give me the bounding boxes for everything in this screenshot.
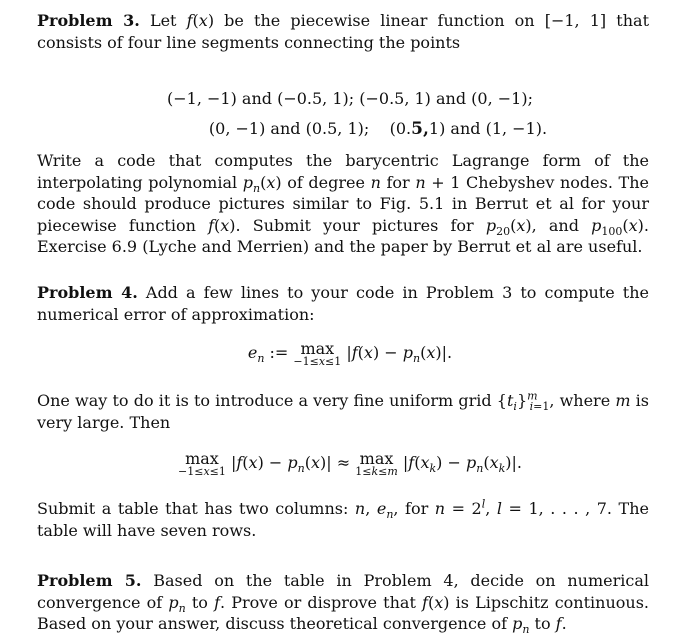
formula-en: $e_n$ := max −1≤x≤1 $|f(x) - p_n(x)|$. <box>247 339 453 368</box>
problem-3-body: Write a code that computes the barycentric Lagrange form of the interpolating polynomial $p_n(x)$ of degree n for n + 1 Chebyshev nodes. The code should produce pictures similar to Fig. 5.1 in Berrut et al for your piecewise function f(x). Submit your pictures for $p_{20}(x)$, and $p_{100}(x)$. Exercise 6.9 (Lyche and Merrien) and the paper by Berrut et al are useful. <box>37 151 650 256</box>
problem-4-table: Submit a table that has two columns: n, $e_n$, for $n = 2^l$, l = 1, . . . , 7. The table will have seven rows. <box>37 497 650 540</box>
problem-3-intro: Problem 3. Let f(x) be the piecewise linear function on [−1, 1] that consists of four line segments connecting the points <box>37 11 650 52</box>
points-line-2b: (0.5,1) and (1, −1). <box>389 119 548 139</box>
problem-5-heading: Problem 5. <box>37 571 142 590</box>
problem-4-heading: Problem 4. <box>37 283 138 302</box>
problem-4-middle: One way to do it is to introduce a very fine uniform grid $\{t_i\}^m_{i=1}$, where m is very large. Then <box>37 389 649 432</box>
points-line-2a: (0, −1) and (0.5, 1); <box>208 119 370 138</box>
points-line-2 <box>28 118 700 140</box>
problem-3-heading: Problem 3. <box>37 11 140 30</box>
problem-5-body: Problem 5. Based on the table in Problem 4, decide on numerical convergence of $p_n$ to f. Prove or disprove that f(x) is Lipschitz continuous. Based on your answer, discuss theoretical convergence of $p_n$ to f. <box>37 571 649 637</box>
problem-4-intro: Problem 4. Add a few lines to your code in Problem 3 to compute the numerical error of approximation: <box>37 283 650 324</box>
points-line-1: (−1, −1) and (−0.5, 1); (−0.5, 1) and (0, −1); <box>166 89 533 108</box>
formula-approx: max −1≤x≤1 $|f(x) - p_n(x)| \approx \max$ 1≤k≤m $|f(x_k) - p_n(x_k)|$. <box>178 449 522 478</box>
